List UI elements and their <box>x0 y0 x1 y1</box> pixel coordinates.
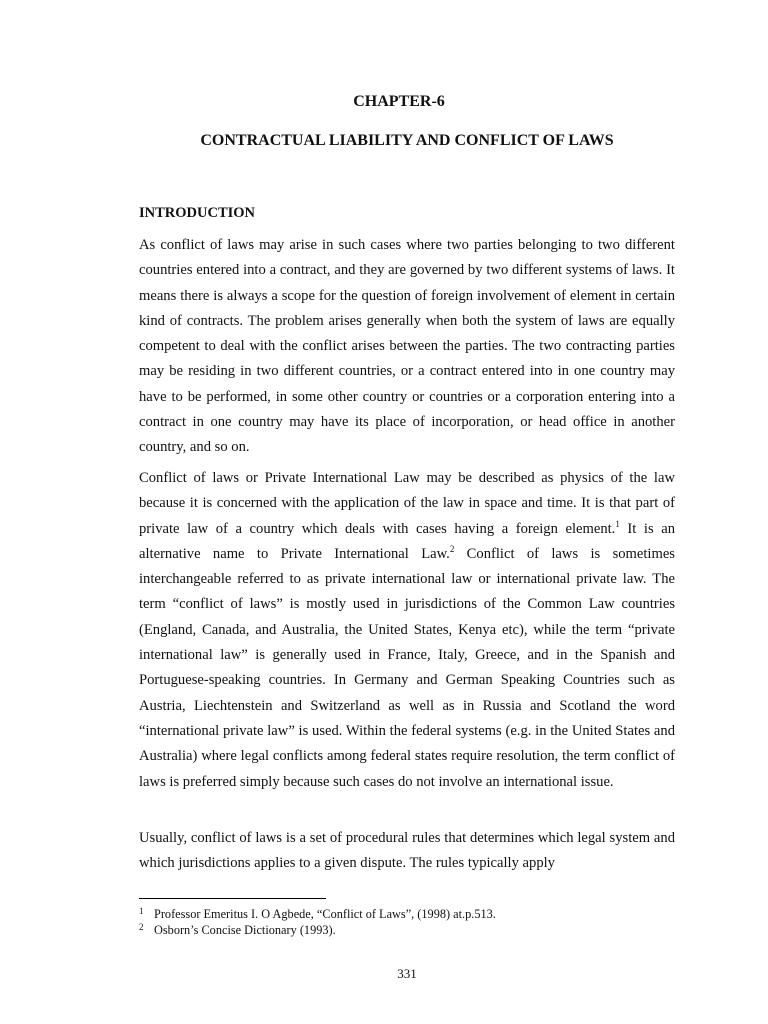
footnote-ref-2: 2 <box>449 543 455 554</box>
footnotes <box>139 906 679 938</box>
paragraph-2-part-b: It is an alternative name to Private International Law. <box>139 520 675 562</box>
footnote-text: Osborn’s Concise Dictionary (1993). <box>154 923 336 937</box>
footnote-ref-1: 1 <box>615 518 620 529</box>
footnote-number: 1 <box>139 906 144 916</box>
footnote-divider <box>139 898 326 899</box>
chapter-label: CHAPTER-6 <box>353 93 445 110</box>
section-heading: INTRODUCTION <box>139 205 256 221</box>
paragraph-2-part-a: Conflict of laws or Private International Law may be described as physics of the law because it is concerned with the application of the law in space and time. It is that part of private law of a country which deals with cases having a foreign element. <box>139 470 675 537</box>
paragraph-2 <box>139 466 675 795</box>
footnote-text: Professor Emeritus I. O Agbede, “Conflict of Laws”, (1998) at.p.513. <box>154 907 496 921</box>
footnote-number: 2 <box>139 922 144 932</box>
paragraph-3: Usually, conflict of laws is a set of procedural rules that determines which legal system and which jurisdictions applies to a given dispute. The rules typically apply <box>139 830 675 872</box>
footnote-1 <box>139 906 679 922</box>
footnote-2 <box>139 922 679 938</box>
paragraph-1: As conflict of laws may arise in such cases where two parties belonging to two different countries entered into a contract, and they are governed by two different systems of laws. It means there is always a scope for the question of foreign involvement of element in certain kind of contracts. The problem arises generally when both the system of laws are equally competent to deal with the conflict arises between the parties. The two contracting parties may be residing in two different countries, or a contract entered into in one country may have to be performed, in some other country or countries or a corporation entering into a contract in one country may have its place of incorporation, or head office in another country, and so on. <box>139 237 675 456</box>
paragraph-2-part-c: Conflict of laws is sometimes interchangeable referred to as private international law or international private law. The term “conflict of laws” is mostly used in jurisdictions of the Common Law countries (England, Canada, and Australia, the United States, Kenya etc), while the term “private international law” is generally used in France, Italy, Greece, and in the Spanish and Portuguese-speaking countries. In Germany and German Speaking Countries such as Austria, Liechtenstein and Switzerland as well as in Russia and Scotland the word “international private law” is used. Within the federal systems (e.g. in the United States and Australia) where legal conflicts among federal states require resolution, the term conflict of laws is preferred simply because such cases do not involve an international issue. <box>139 545 675 790</box>
page-number: 331 <box>397 966 417 981</box>
chapter-title: CONTRACTUAL LIABILITY AND CONFLICT OF LAWS <box>200 132 614 149</box>
